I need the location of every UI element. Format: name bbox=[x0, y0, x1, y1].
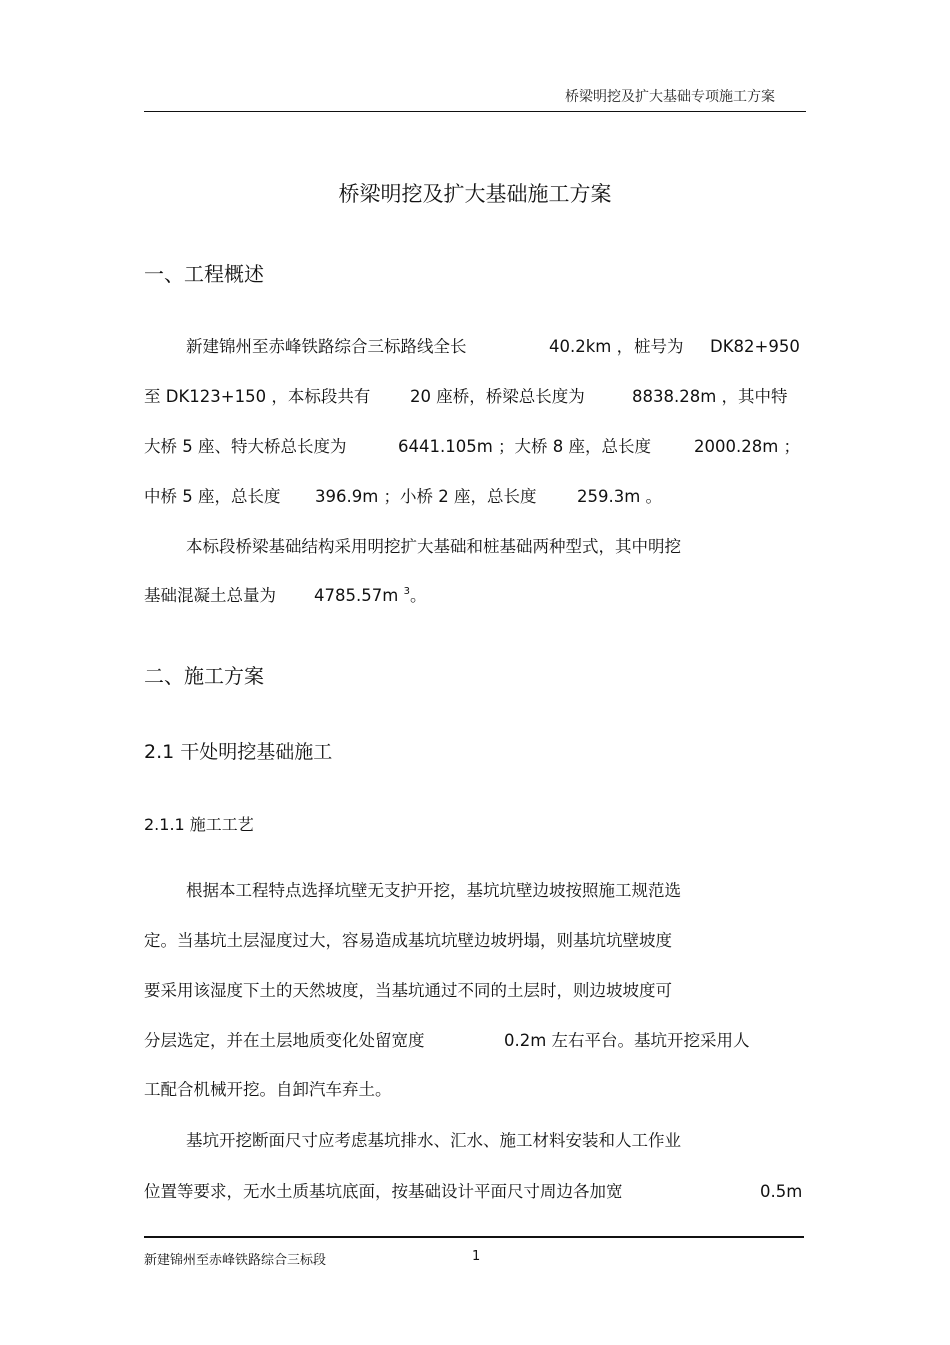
text-segment: 6441.105m ；大桥 8 座，总长度 bbox=[398, 437, 652, 456]
text-segment: 40.2km ， bbox=[549, 337, 634, 356]
paragraph-line: 定。当基坑土层湿度过大，容易造成基坑坑壁边坡坍塌，则基坑坑壁坡度 bbox=[144, 931, 672, 950]
text-segment: 位置等要求，无水土质基坑底面，按基础设计平面尺寸周边各加宽 bbox=[144, 1182, 623, 1201]
text-segment: 396.9m ；小桥 2 座，总长度 bbox=[315, 487, 537, 506]
paragraph-line bbox=[144, 1180, 803, 1204]
header-divider bbox=[144, 111, 806, 112]
text-segment: 至 DK123+150 ，本标段共有 bbox=[144, 387, 371, 406]
text-segment: 2000.28m ； bbox=[694, 437, 801, 456]
running-header: 桥梁明挖及扩大基础专项施工方案 bbox=[565, 89, 775, 105]
subsubsection-heading: 2.1.1 施工工艺 bbox=[144, 815, 254, 834]
paragraph-line: 要采用该湿度下土的天然坡度，当基坑通过不同的土层时，则边坡坡度可 bbox=[144, 981, 672, 1000]
paragraph-line bbox=[186, 335, 800, 359]
text-segment: 259.3m 。 bbox=[577, 487, 663, 506]
text-segment: 0.2m 左右平台。基坑开挖采用人 bbox=[504, 1031, 750, 1050]
paragraph-line bbox=[144, 385, 800, 409]
concrete-volume: 4785.57m bbox=[314, 586, 399, 605]
section-heading-overview: 一、工程概述 bbox=[144, 262, 264, 286]
paragraph-line bbox=[144, 435, 800, 459]
text-segment: 中桥 5 座，总长度 bbox=[144, 487, 281, 506]
text-segment: 新建锦州至赤峰铁路综合三标路线全长 bbox=[186, 337, 467, 356]
paragraph-line bbox=[144, 1029, 800, 1053]
paragraph-line: 基坑开挖断面尺寸应考虑基坑排水、汇水、施工材料安装和人工作业 bbox=[186, 1131, 681, 1150]
document-title: 桥梁明挖及扩大基础施工方案 bbox=[338, 182, 612, 206]
text-segment: 20 座桥，桥梁总长度为 bbox=[410, 387, 585, 406]
text-segment: 基础混凝土总量为 bbox=[144, 586, 276, 605]
text-segment bbox=[314, 584, 426, 608]
text-segment: DK82+950 bbox=[710, 337, 800, 356]
paragraph-line: 工配合机械开挖。自卸汽车弃土。 bbox=[144, 1080, 392, 1099]
section-heading-plan: 二、施工方案 bbox=[144, 664, 264, 688]
page-number: 1 bbox=[472, 1249, 481, 1264]
footer-divider bbox=[144, 1236, 804, 1238]
text-segment: 0.5m bbox=[760, 1182, 803, 1201]
paragraph-line bbox=[144, 584, 800, 608]
paragraph-line: 根据本工程特点选择坑壁无支护开挖，基坑坑壁边坡按照施工规范选 bbox=[186, 881, 681, 900]
subsection-heading: 2.1 干处明挖基础施工 bbox=[144, 741, 333, 763]
text-segment: 。 bbox=[409, 586, 427, 605]
text-segment: 8838.28m ，其中特 bbox=[632, 387, 788, 406]
text-segment: 桩号为 bbox=[634, 337, 684, 356]
superscript-exponent: 3 bbox=[403, 586, 410, 597]
paragraph-line: 本标段桥梁基础结构采用明挖扩大基础和桩基础两种型式，其中明挖 bbox=[186, 537, 681, 556]
footer-project-name: 新建锦州至赤峰铁路综合三标段 bbox=[144, 1253, 327, 1268]
text-segment: 大桥 5 座、特大桥总长度为 bbox=[144, 437, 347, 456]
paragraph-line bbox=[144, 485, 800, 509]
text-segment: 分层选定，并在土层地质变化处留宽度 bbox=[144, 1031, 425, 1050]
